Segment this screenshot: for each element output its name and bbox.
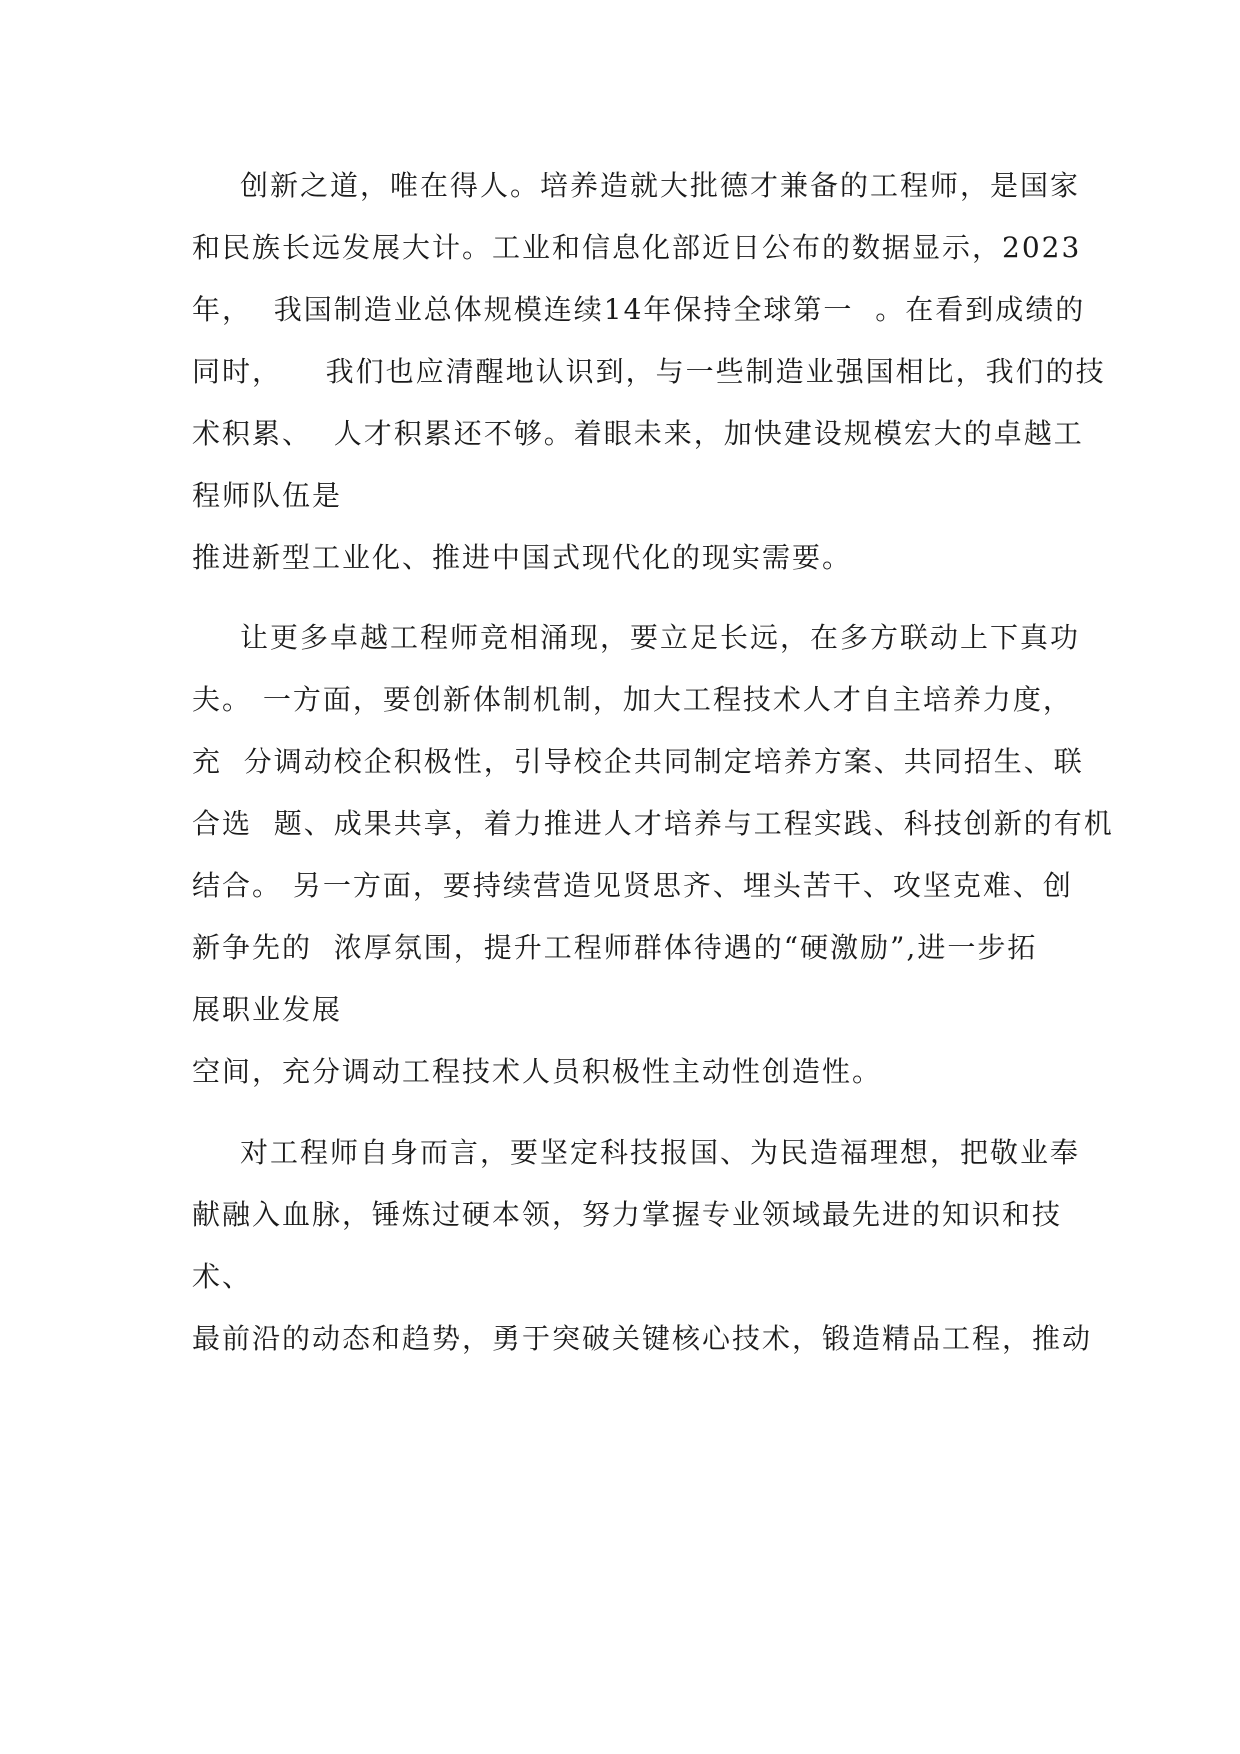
paragraph-line: 让更多卓越工程师竞相涌现，要立足长远，在多方联动上下真功 <box>240 621 1081 654</box>
paragraph-line: 推进新型工业化、推进中国式现代化的现实需要。 <box>192 541 853 574</box>
paragraph-line: 夫。 一方面，要创新体制机制，加大工程技术人才自主培养力度， <box>192 683 1073 716</box>
paragraph-line: 结合。 另一方面，要持续营造见贤思齐、埋头苦干、攻坚克难、创 <box>192 869 1073 902</box>
paragraph-line: 展职业发展 <box>192 993 343 1026</box>
paragraph-line: 最前沿的动态和趋势，勇于突破关键核心技术，锻造精品工程，推动 <box>192 1322 1093 1355</box>
paragraph-line: 空间，充分调动工程技术人员积极性主动性创造性。 <box>192 1055 883 1088</box>
paragraph-line: 程师队伍是 <box>192 479 343 512</box>
paragraph-line: 和民族长远发展大计。工业和信息化部近日公布的数据显示，2023 <box>192 231 1082 264</box>
paragraph-line: 献融入血脉，锤炼过硬本领，努力掌握专业领域最先进的知识和技 <box>192 1198 1063 1231</box>
paragraph-line: 对工程师自身而言，要坚定科技报国、为民造福理想，把敬业奉 <box>240 1136 1081 1169</box>
paragraph-line: 同时， 我们也应清醒地认识到，与一些制造业强国相比，我们的技 <box>192 355 1106 388</box>
paragraph-line: 年， 我国制造业总体规模连续14年保持全球第一 。在看到成绩的 <box>192 293 1086 326</box>
paragraph-line: 术积累、 人才积累还不够。着眼未来，加快建设规模宏大的卓越工 <box>192 417 1084 450</box>
paragraph-line: 术、 <box>192 1260 253 1293</box>
paragraph-line: 合选 题、成果共享，着力推进人才培养与工程实践、科技创新的有机 <box>192 807 1114 840</box>
paragraph-line: 新争先的 浓厚氛围，提升工程师群体待遇的“硬激励”,进一步拓 <box>192 931 1038 964</box>
paragraph-line: 充 分调动校企积极性，引导校企共同制定培养方案、共同招生、联 <box>192 745 1084 778</box>
paragraph-line: 创新之道，唯在得人。培养造就大批德才兼备的工程师，是国家 <box>240 169 1081 202</box>
